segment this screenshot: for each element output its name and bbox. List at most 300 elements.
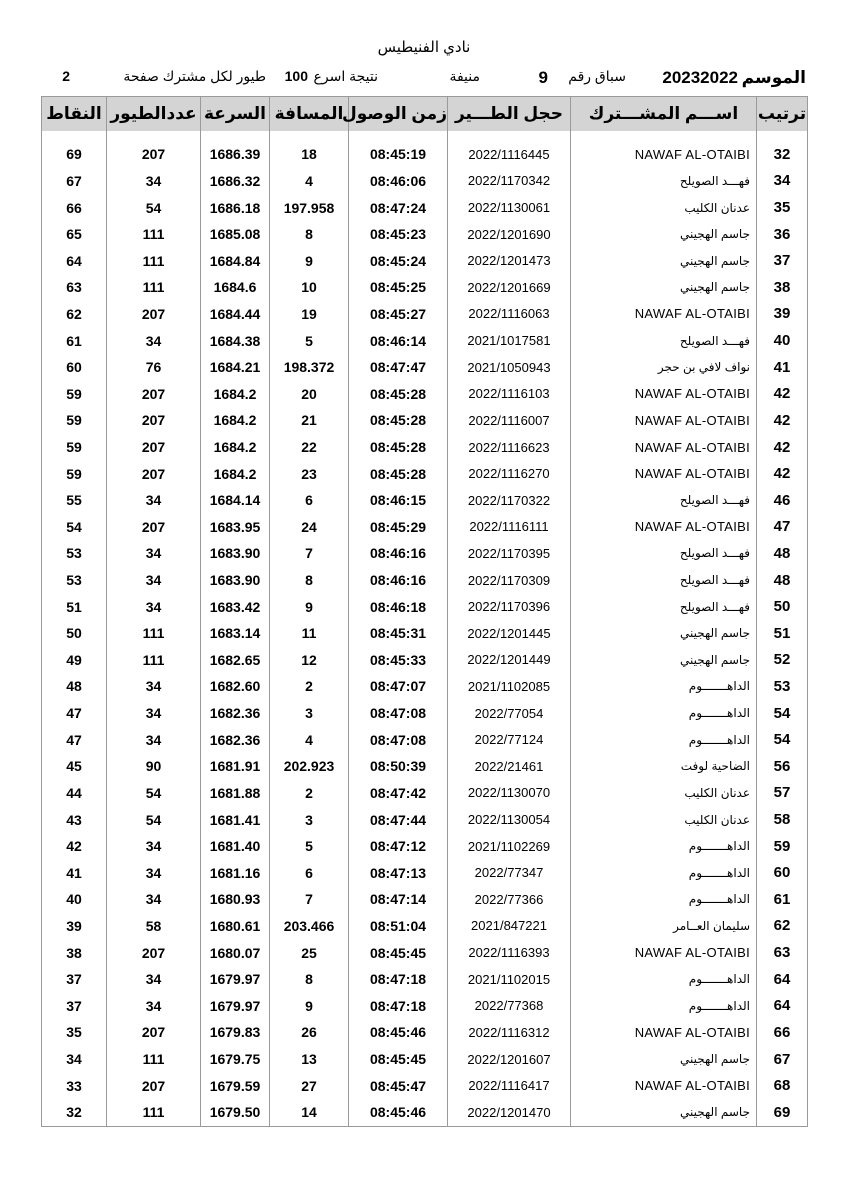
cell-distance: 20 bbox=[270, 380, 349, 407]
cell-points: 33 bbox=[42, 1072, 107, 1099]
cell-speed: 1684.14 bbox=[201, 487, 270, 514]
cell-birds: 54 bbox=[107, 780, 201, 807]
cell-birds: 34 bbox=[107, 966, 201, 993]
cell-ring: 2022/1201470 bbox=[448, 1099, 571, 1126]
cell-distance: 9 bbox=[270, 593, 349, 620]
cell-rank: 42 bbox=[757, 380, 808, 407]
cell-time: 08:45:19 bbox=[349, 141, 448, 168]
cell-name: جاسم الهجيني bbox=[571, 1046, 757, 1073]
cell-rank: 62 bbox=[757, 913, 808, 940]
cell-points: 32 bbox=[42, 1099, 107, 1126]
table-row bbox=[42, 966, 808, 993]
per-member-label: طيور لكل مشترك صفحة bbox=[123, 68, 266, 84]
cell-time: 08:45:33 bbox=[349, 647, 448, 674]
cell-ring: 2022/77368 bbox=[448, 993, 571, 1020]
cell-distance: 4 bbox=[270, 168, 349, 195]
cell-points: 51 bbox=[42, 593, 107, 620]
cell-points: 53 bbox=[42, 540, 107, 567]
cell-birds: 34 bbox=[107, 327, 201, 354]
cell-name: الداهـــــــوم bbox=[571, 993, 757, 1020]
cell-name: عدنان الكليب bbox=[571, 780, 757, 807]
result-count: 100 bbox=[284, 68, 308, 84]
cell-speed: 1683.14 bbox=[201, 620, 270, 647]
cell-ring: 2022/1116270 bbox=[448, 460, 571, 487]
column-header-rank: ترتيب bbox=[757, 97, 808, 132]
cell-time: 08:45:29 bbox=[349, 514, 448, 541]
cell-time: 08:45:31 bbox=[349, 620, 448, 647]
cell-distance: 14 bbox=[270, 1099, 349, 1126]
cell-ring: 2022/77054 bbox=[448, 700, 571, 727]
cell-time: 08:51:04 bbox=[349, 913, 448, 940]
cell-ring: 2022/1116111 bbox=[448, 514, 571, 541]
cell-name: عدنان الكليب bbox=[571, 806, 757, 833]
results-table bbox=[41, 96, 808, 1127]
cell-birds: 207 bbox=[107, 141, 201, 168]
cell-name: جاسم الهجيني bbox=[571, 274, 757, 301]
cell-ring: 2022/1170395 bbox=[448, 540, 571, 567]
cell-ring: 2022/1201669 bbox=[448, 274, 571, 301]
cell-points: 69 bbox=[42, 141, 107, 168]
table-row bbox=[42, 806, 808, 833]
cell-name: NAWAF AL-OTAIBI bbox=[571, 460, 757, 487]
cell-ring: 2022/1201449 bbox=[448, 647, 571, 674]
cell-birds: 34 bbox=[107, 168, 201, 195]
cell-birds: 207 bbox=[107, 939, 201, 966]
cell-speed: 1683.42 bbox=[201, 593, 270, 620]
cell-time: 08:50:39 bbox=[349, 753, 448, 780]
cell-time: 08:45:47 bbox=[349, 1072, 448, 1099]
cell-time: 08:45:28 bbox=[349, 434, 448, 461]
cell-time: 08:46:16 bbox=[349, 567, 448, 594]
cell-birds: 111 bbox=[107, 620, 201, 647]
race-label: سباق رقم bbox=[568, 68, 626, 84]
cell-points: 50 bbox=[42, 620, 107, 647]
cell-ring: 2022/1201607 bbox=[448, 1046, 571, 1073]
table-row bbox=[42, 593, 808, 620]
cell-rank: 50 bbox=[757, 593, 808, 620]
cell-speed: 1681.40 bbox=[201, 833, 270, 860]
cell-distance: 4 bbox=[270, 726, 349, 753]
table-row bbox=[42, 1046, 808, 1073]
cell-distance: 7 bbox=[270, 540, 349, 567]
page-number: 2 bbox=[62, 68, 70, 84]
cell-speed: 1679.97 bbox=[201, 993, 270, 1020]
cell-points: 60 bbox=[42, 354, 107, 381]
table-row bbox=[42, 194, 808, 221]
cell-points: 38 bbox=[42, 939, 107, 966]
cell-time: 08:46:06 bbox=[349, 168, 448, 195]
table-row bbox=[42, 1072, 808, 1099]
cell-ring: 2021/1102085 bbox=[448, 673, 571, 700]
cell-rank: 37 bbox=[757, 247, 808, 274]
cell-birds: 34 bbox=[107, 726, 201, 753]
cell-ring: 2021/1050943 bbox=[448, 354, 571, 381]
cell-name: NAWAF AL-OTAIBI bbox=[571, 407, 757, 434]
cell-name: جاسم الهجيني bbox=[571, 647, 757, 674]
cell-rank: 41 bbox=[757, 354, 808, 381]
cell-ring: 2022/77124 bbox=[448, 726, 571, 753]
cell-time: 08:47:07 bbox=[349, 673, 448, 700]
table-row bbox=[42, 354, 808, 381]
cell-speed: 1684.2 bbox=[201, 380, 270, 407]
cell-speed: 1679.75 bbox=[201, 1046, 270, 1073]
cell-speed: 1679.59 bbox=[201, 1072, 270, 1099]
cell-ring: 2022/1116417 bbox=[448, 1072, 571, 1099]
cell-ring: 2022/1130061 bbox=[448, 194, 571, 221]
club-title: نادي الفنيطيس bbox=[377, 39, 471, 56]
cell-ring: 2022/1116623 bbox=[448, 434, 571, 461]
cell-distance: 6 bbox=[270, 859, 349, 886]
cell-distance: 6 bbox=[270, 487, 349, 514]
cell-distance: 8 bbox=[270, 567, 349, 594]
table-row bbox=[42, 726, 808, 753]
cell-rank: 58 bbox=[757, 806, 808, 833]
cell-name: NAWAF AL-OTAIBI bbox=[571, 1072, 757, 1099]
cell-speed: 1682.36 bbox=[201, 726, 270, 753]
cell-speed: 1684.38 bbox=[201, 327, 270, 354]
season-value: 20232022 bbox=[662, 68, 738, 87]
cell-points: 40 bbox=[42, 886, 107, 913]
cell-speed: 1684.84 bbox=[201, 247, 270, 274]
cell-points: 44 bbox=[42, 780, 107, 807]
cell-time: 08:46:16 bbox=[349, 540, 448, 567]
cell-distance: 7 bbox=[270, 886, 349, 913]
table-row bbox=[42, 247, 808, 274]
cell-distance: 27 bbox=[270, 1072, 349, 1099]
cell-rank: 48 bbox=[757, 567, 808, 594]
cell-time: 08:47:24 bbox=[349, 194, 448, 221]
cell-points: 43 bbox=[42, 806, 107, 833]
cell-birds: 207 bbox=[107, 1072, 201, 1099]
cell-points: 61 bbox=[42, 327, 107, 354]
cell-distance: 11 bbox=[270, 620, 349, 647]
cell-speed: 1682.36 bbox=[201, 700, 270, 727]
table-row bbox=[42, 540, 808, 567]
table-row bbox=[42, 993, 808, 1020]
cell-speed: 1686.39 bbox=[201, 141, 270, 168]
cell-name: الداهـــــــوم bbox=[571, 673, 757, 700]
cell-birds: 34 bbox=[107, 859, 201, 886]
cell-speed: 1684.6 bbox=[201, 274, 270, 301]
cell-ring: 2022/1201473 bbox=[448, 247, 571, 274]
cell-time: 08:47:18 bbox=[349, 993, 448, 1020]
cell-speed: 1681.91 bbox=[201, 753, 270, 780]
cell-rank: 63 bbox=[757, 939, 808, 966]
cell-rank: 60 bbox=[757, 859, 808, 886]
cell-distance: 2 bbox=[270, 780, 349, 807]
race-number: 9 bbox=[538, 68, 548, 87]
result-label: نتيجة اسرع bbox=[313, 68, 378, 84]
table-row bbox=[42, 327, 808, 354]
cell-birds: 34 bbox=[107, 593, 201, 620]
cell-name: NAWAF AL-OTAIBI bbox=[571, 301, 757, 328]
cell-speed: 1679.97 bbox=[201, 966, 270, 993]
cell-rank: 54 bbox=[757, 700, 808, 727]
cell-birds: 34 bbox=[107, 567, 201, 594]
cell-ring: 2022/1116393 bbox=[448, 939, 571, 966]
cell-time: 08:47:14 bbox=[349, 886, 448, 913]
cell-birds: 34 bbox=[107, 540, 201, 567]
table-row bbox=[42, 567, 808, 594]
header-spacer bbox=[42, 131, 808, 141]
cell-rank: 47 bbox=[757, 514, 808, 541]
cell-ring: 2022/21461 bbox=[448, 753, 571, 780]
cell-birds: 34 bbox=[107, 833, 201, 860]
cell-time: 08:47:08 bbox=[349, 700, 448, 727]
cell-ring: 2022/1116007 bbox=[448, 407, 571, 434]
cell-time: 08:47:08 bbox=[349, 726, 448, 753]
cell-rank: 38 bbox=[757, 274, 808, 301]
cell-ring: 2022/1170396 bbox=[448, 593, 571, 620]
cell-ring: 2022/1116312 bbox=[448, 1019, 571, 1046]
table-row bbox=[42, 1019, 808, 1046]
cell-points: 35 bbox=[42, 1019, 107, 1046]
race-info-bar bbox=[40, 68, 806, 92]
cell-distance: 19 bbox=[270, 301, 349, 328]
cell-name: الداهـــــــوم bbox=[571, 833, 757, 860]
cell-ring: 2022/1130054 bbox=[448, 806, 571, 833]
column-header-distance: المسافة bbox=[270, 97, 349, 132]
cell-points: 53 bbox=[42, 567, 107, 594]
cell-time: 08:47:42 bbox=[349, 780, 448, 807]
cell-speed: 1681.88 bbox=[201, 780, 270, 807]
cell-birds: 207 bbox=[107, 1019, 201, 1046]
cell-points: 59 bbox=[42, 407, 107, 434]
cell-ring: 2022/1170322 bbox=[448, 487, 571, 514]
cell-time: 08:47:13 bbox=[349, 859, 448, 886]
table-row bbox=[42, 514, 808, 541]
cell-birds: 111 bbox=[107, 1046, 201, 1073]
table-row bbox=[42, 407, 808, 434]
cell-points: 49 bbox=[42, 647, 107, 674]
cell-points: 37 bbox=[42, 993, 107, 1020]
cell-ring: 2022/77347 bbox=[448, 859, 571, 886]
cell-name: فهـــد الصويلح bbox=[571, 168, 757, 195]
cell-time: 08:45:28 bbox=[349, 380, 448, 407]
table-row bbox=[42, 886, 808, 913]
cell-birds: 90 bbox=[107, 753, 201, 780]
cell-birds: 207 bbox=[107, 407, 201, 434]
cell-distance: 18 bbox=[270, 141, 349, 168]
cell-birds: 76 bbox=[107, 354, 201, 381]
cell-points: 55 bbox=[42, 487, 107, 514]
table-row bbox=[42, 700, 808, 727]
cell-rank: 59 bbox=[757, 833, 808, 860]
cell-distance: 25 bbox=[270, 939, 349, 966]
column-header-speed: السرعة bbox=[201, 97, 270, 132]
cell-birds: 207 bbox=[107, 434, 201, 461]
cell-points: 39 bbox=[42, 913, 107, 940]
table-row bbox=[42, 859, 808, 886]
cell-time: 08:45:28 bbox=[349, 460, 448, 487]
cell-speed: 1686.32 bbox=[201, 168, 270, 195]
cell-ring: 2022/1170309 bbox=[448, 567, 571, 594]
cell-name: NAWAF AL-OTAIBI bbox=[571, 434, 757, 461]
table-row bbox=[42, 274, 808, 301]
cell-speed: 1686.18 bbox=[201, 194, 270, 221]
cell-name: نواف لافي بن حجر bbox=[571, 354, 757, 381]
cell-points: 66 bbox=[42, 194, 107, 221]
cell-time: 08:46:15 bbox=[349, 487, 448, 514]
cell-distance: 9 bbox=[270, 247, 349, 274]
cell-ring: 2022/1201690 bbox=[448, 221, 571, 248]
cell-birds: 34 bbox=[107, 700, 201, 727]
cell-ring: 2022/1116445 bbox=[448, 141, 571, 168]
cell-rank: 39 bbox=[757, 301, 808, 328]
cell-points: 62 bbox=[42, 301, 107, 328]
cell-name: جاسم الهجيني bbox=[571, 247, 757, 274]
cell-points: 54 bbox=[42, 514, 107, 541]
cell-birds: 58 bbox=[107, 913, 201, 940]
table-row bbox=[42, 620, 808, 647]
cell-points: 41 bbox=[42, 859, 107, 886]
cell-time: 08:47:44 bbox=[349, 806, 448, 833]
cell-birds: 34 bbox=[107, 487, 201, 514]
cell-time: 08:45:45 bbox=[349, 1046, 448, 1073]
cell-rank: 64 bbox=[757, 966, 808, 993]
cell-speed: 1684.2 bbox=[201, 407, 270, 434]
table-row bbox=[42, 1099, 808, 1126]
cell-time: 08:46:14 bbox=[349, 327, 448, 354]
cell-ring: 2021/1017581 bbox=[448, 327, 571, 354]
cell-distance: 3 bbox=[270, 700, 349, 727]
cell-name: NAWAF AL-OTAIBI bbox=[571, 141, 757, 168]
cell-rank: 52 bbox=[757, 647, 808, 674]
cell-distance: 8 bbox=[270, 966, 349, 993]
column-header-time: زمن الوصول bbox=[349, 97, 448, 132]
cell-birds: 207 bbox=[107, 380, 201, 407]
cell-birds: 54 bbox=[107, 806, 201, 833]
cell-birds: 34 bbox=[107, 993, 201, 1020]
cell-rank: 40 bbox=[757, 327, 808, 354]
cell-time: 08:45:24 bbox=[349, 247, 448, 274]
cell-speed: 1680.07 bbox=[201, 939, 270, 966]
cell-speed: 1684.2 bbox=[201, 434, 270, 461]
cell-ring: 2022/77366 bbox=[448, 886, 571, 913]
cell-time: 08:46:18 bbox=[349, 593, 448, 620]
cell-distance: 2 bbox=[270, 673, 349, 700]
cell-rank: 48 bbox=[757, 540, 808, 567]
cell-rank: 36 bbox=[757, 221, 808, 248]
table-row bbox=[42, 833, 808, 860]
cell-distance: 8 bbox=[270, 221, 349, 248]
table-row bbox=[42, 221, 808, 248]
cell-distance: 3 bbox=[270, 806, 349, 833]
cell-name: NAWAF AL-OTAIBI bbox=[571, 939, 757, 966]
cell-rank: 67 bbox=[757, 1046, 808, 1073]
cell-distance: 21 bbox=[270, 407, 349, 434]
cell-points: 65 bbox=[42, 221, 107, 248]
table-row bbox=[42, 460, 808, 487]
cell-points: 42 bbox=[42, 833, 107, 860]
cell-birds: 207 bbox=[107, 301, 201, 328]
cell-speed: 1685.08 bbox=[201, 221, 270, 248]
cell-rank: 56 bbox=[757, 753, 808, 780]
cell-name: NAWAF AL-OTAIBI bbox=[571, 514, 757, 541]
table-row bbox=[42, 673, 808, 700]
cell-rank: 54 bbox=[757, 726, 808, 753]
cell-rank: 42 bbox=[757, 407, 808, 434]
cell-ring: 2022/1170342 bbox=[448, 168, 571, 195]
cell-time: 08:45:27 bbox=[349, 301, 448, 328]
cell-ring: 2022/1130070 bbox=[448, 780, 571, 807]
cell-name: فهـــد الصويلح bbox=[571, 540, 757, 567]
table-row bbox=[42, 487, 808, 514]
cell-birds: 54 bbox=[107, 194, 201, 221]
cell-birds: 207 bbox=[107, 460, 201, 487]
cell-ring: 2021/1102015 bbox=[448, 966, 571, 993]
cell-points: 34 bbox=[42, 1046, 107, 1073]
cell-rank: 32 bbox=[757, 141, 808, 168]
cell-name: جاسم الهجيني bbox=[571, 221, 757, 248]
cell-points: 47 bbox=[42, 700, 107, 727]
cell-birds: 34 bbox=[107, 673, 201, 700]
cell-speed: 1679.50 bbox=[201, 1099, 270, 1126]
cell-name: الضاحية لوفت bbox=[571, 753, 757, 780]
cell-rank: 51 bbox=[757, 620, 808, 647]
cell-rank: 66 bbox=[757, 1019, 808, 1046]
cell-birds: 111 bbox=[107, 247, 201, 274]
cell-rank: 42 bbox=[757, 460, 808, 487]
column-header-name: اســـم المشـــترك bbox=[571, 97, 757, 132]
cell-birds: 111 bbox=[107, 647, 201, 674]
cell-name: NAWAF AL-OTAIBI bbox=[571, 380, 757, 407]
season-label: الموسم bbox=[741, 68, 806, 87]
cell-time: 08:45:23 bbox=[349, 221, 448, 248]
cell-distance: 5 bbox=[270, 833, 349, 860]
cell-name: الداهـــــــوم bbox=[571, 886, 757, 913]
cell-distance: 26 bbox=[270, 1019, 349, 1046]
cell-speed: 1683.90 bbox=[201, 567, 270, 594]
cell-points: 59 bbox=[42, 434, 107, 461]
cell-rank: 35 bbox=[757, 194, 808, 221]
table-row bbox=[42, 780, 808, 807]
cell-time: 08:45:46 bbox=[349, 1019, 448, 1046]
cell-name: فهـــد الصويلح bbox=[571, 327, 757, 354]
table-row bbox=[42, 753, 808, 780]
cell-points: 45 bbox=[42, 753, 107, 780]
cell-points: 59 bbox=[42, 380, 107, 407]
cell-distance: 203.466 bbox=[270, 913, 349, 940]
table-row bbox=[42, 168, 808, 195]
cell-name: جاسم الهجيني bbox=[571, 620, 757, 647]
column-header-points: النقاط bbox=[42, 97, 107, 132]
cell-ring: 2022/1201445 bbox=[448, 620, 571, 647]
cell-points: 63 bbox=[42, 274, 107, 301]
cell-distance: 24 bbox=[270, 514, 349, 541]
cell-birds: 34 bbox=[107, 886, 201, 913]
column-header-birds: عددالطيور bbox=[107, 97, 201, 132]
cell-name: الداهـــــــوم bbox=[571, 726, 757, 753]
cell-points: 37 bbox=[42, 966, 107, 993]
cell-name: فهـــد الصويلح bbox=[571, 487, 757, 514]
column-header-ring: حجل الطـــير bbox=[448, 97, 571, 132]
cell-rank: 46 bbox=[757, 487, 808, 514]
cell-points: 48 bbox=[42, 673, 107, 700]
cell-speed: 1681.16 bbox=[201, 859, 270, 886]
cell-rank: 57 bbox=[757, 780, 808, 807]
cell-distance: 9 bbox=[270, 993, 349, 1020]
cell-time: 08:47:18 bbox=[349, 966, 448, 993]
cell-name: الداهـــــــوم bbox=[571, 700, 757, 727]
cell-rank: 69 bbox=[757, 1099, 808, 1126]
cell-speed: 1684.44 bbox=[201, 301, 270, 328]
cell-distance: 23 bbox=[270, 460, 349, 487]
cell-name: عدنان الكليب bbox=[571, 194, 757, 221]
cell-rank: 53 bbox=[757, 673, 808, 700]
table-row bbox=[42, 939, 808, 966]
cell-speed: 1680.61 bbox=[201, 913, 270, 940]
